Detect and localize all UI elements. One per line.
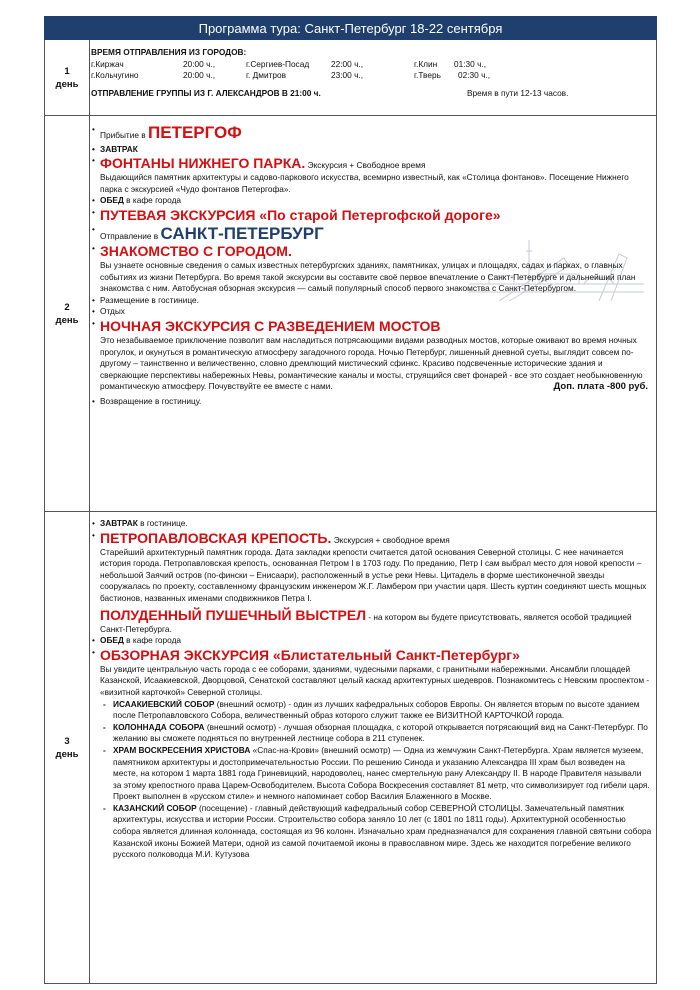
travel-time: Время в пути 12-13 часов. [467,87,569,98]
day-1-label [45,40,90,115]
city: г.Кольчугино [91,70,139,81]
lunch-bold: ОБЕД [100,195,124,206]
sight-name: ИСААКИЕВСКИЙ СОБОР [113,698,215,709]
city: г.Сергиев-Посад [246,58,310,69]
overview-heading: ОБЗОРНАЯ ЭКСКУРСИЯ «Блистательный Санкт-Петербург» [100,646,520,663]
day-3-content [91,518,652,861]
sight-desc: (внешний осмотр) - лучшая обзорная площадка, с которой открывается потрясающий вид на Санкт-Петербург. По желанию вы сможете подняться по внутренней лестнице собора в 211 ступенек. [113,721,648,744]
breakfast-item: • ЗАВТРАК [91,144,652,156]
city-time: 20:00 ч., [183,58,216,69]
departure-city: САНКТ-ПЕТЕРБУРГ [160,223,324,243]
fountains-heading: ФОНТАНЫ НИЖНЕГО ПАРКА. [100,155,306,172]
city-time: 02:30 ч., [458,70,491,81]
hotel-item: • Размещение в гостинице. [91,295,652,307]
night-tour-item [91,318,652,335]
sight-name: КОЛОННАДА СОБОРА [113,721,205,732]
tour-program-page [44,16,657,972]
day-2-label [45,116,90,511]
fortress-text: Старейший архитектурный памятник города. Дата закладки крепости считается датой основания Северной столицы. С нее начинается история города. Петропавловская крепость, основанная Петром I в 1703 году. По преданию, Петр I сам выбрал место для новой крепости – небольшой Заячий остров (по-фински – Енисаари), расположенный в устье реки Невы. Цитадель в форме шестиконечной звезды сооружалась по проекту, составленному французским инженером Ж.Г. Ламбером при участии царя. Шесть куртин соединяют шесть мощных бастионов, названных именами сподвижников Петра I. [100,546,647,603]
night-tour-text-block [91,335,652,393]
arrival-prefix: Прибытие в [100,130,148,140]
day-word: день [55,78,79,90]
city-time: 23:00 ч., [331,70,364,81]
overview-text: Вы увидите центральную часть города с ее соборами, зданиями, чудесными парками, с гранитными набережными. Ансамбли площадей Казанской, Исаакиевской, Дворцовой, Сенатской составляют целый каскад архитектурных шедевров. Познакомитесь с Невским проспектом - «визитной карточкой» Северной столицы. [100,663,650,697]
fountains-note: Экскурсия + Свободное время [305,160,426,171]
city: г.Тверь [414,70,441,81]
city: г.Киржач [91,58,124,69]
road-tour-item [91,207,652,224]
lunch-item [91,195,652,207]
breakfast-item [91,518,652,530]
city-time: 20:00 ч., [183,70,216,81]
sight-desc: «Спас-на-Крови» (внешний осмотр) — Одна из жемчужин Санкт-Петербурга. Храм является музеем, памятником архитектуры и достопримечательностью России. По решению Синода и указанию Александра III храм был возведен на месте, на котором 1 марта 1881 года Гриневицкий, народоволец, нанес смертельную рану Александру II. В народе Правителя называли за этому крепостного права Царем-Освободителем. Высота Собора Воскресения составляет 81 метр, что символизирует год гибели царя. Проект выполнен в «русском стиле» и немного напоминает собор Василия Блаженного в Москве. [113,744,650,802]
sight-desc: (посещение) - главный действующий кафедральный собор СЕВЕРНОЙ СТОЛИЦЫ. Замечательный памятник архитектуры, искусства и истории России. Строительство собора заняло 10 лет (с 1801 по 1811 годы). Архитектурной особенностью собора является длинная колоннада, состоящая из 96 колонн. Изначально храм предназначался для сохранения главной святыни собора Казанской иконы Божией Матери, одной из самой почитаемой иконы в православном мире. Здесь же находится погребение великого русского полководца М.И. Кутузова [113,802,652,860]
lunch-bold: ОБЕД [100,635,124,646]
day-1-content [91,47,652,99]
sight-desc: (внешний осмотр) - один из лучших кафедральных соборов Европы. Он является вторым по высоте зданием после Петропавловского Собора, величественный образ которого служит также ее ВИЗИТНОЙ КАРТОЧКОЙ города. [113,698,640,721]
cannon-item [91,607,652,636]
sight-item [91,722,652,745]
lunch-rest: в кафе города [123,195,182,206]
fortress-item [91,530,652,547]
group-departure: ОТПРАВЛЕНИЕ ГРУППЫ ИЗ Г. АЛЕКСАНДРОВ В 21:00 ч. [91,87,321,98]
intro-heading: ЗНАКОМСТВО С ГОРОДОМ. [100,242,292,259]
day-2-row [44,116,657,512]
rest-item: • Отдых [91,306,652,318]
day-number: 2 [64,301,70,313]
overview-item [91,647,652,664]
day-word: день [55,748,79,760]
intro-item [91,243,652,260]
sight-item [91,803,652,861]
night-tour-heading: НОЧНАЯ ЭКСКУРСИЯ С РАЗВЕДЕНИЕМ МОСТОВ [100,317,441,334]
city-row-2 [91,70,652,82]
sight-item [91,745,652,803]
road-tour-heading: ПУТЕВАЯ ЭКСКУРСИЯ «По старой Петергофской дороге» [100,206,501,223]
city-row-1 [91,59,652,71]
fountains-text: Выдающийся памятник архитектуры и садово-паркового искусства, всемирно известный, как «Столица фонтанов». Посещение Нижнего парка с экскурсией «Чудо фонтанов Петергофа». [100,172,629,194]
day-3-row [44,512,657,984]
departure-prefix: Отправление в [100,230,161,241]
city-time: 22:00 ч., [331,58,364,69]
departure-title: ВРЕМЯ ОТПРАВЛЕНИЯ ИЗ ГОРОДОВ: [91,47,247,57]
breakfast-bold: ЗАВТРАК [100,518,138,528]
lunch-rest: в кафе города [123,635,182,646]
intro-text: Вы узнаете основные сведения о самых известных петербургских зданиях, памятниках, улицах и площадях, садах и парках, о главных событиях из жизни Петербурга. Во время такой экскурсии вы составите своё первое впечатление о Санкт-Петербурге и дальнейший план знакомства с ним. Автобусная обзорная экскурсия — самый популярный способ первого знакомства с Санкт-Петербургом. [100,259,636,294]
arrival-city: ПЕТЕРГОФ [148,123,242,142]
sight-name: ХРАМ ВОСКРЕСЕНИЯ ХРИСТОВА [113,744,251,755]
cannon-heading: ПОЛУДЕННЫЙ ПУШЕЧНЫЙ ВЫСТРЕЛ [100,606,367,623]
fortress-heading: ПЕТРОПАВЛОВСКАЯ КРЕПОСТЬ. [100,529,332,546]
departure-item [91,224,652,243]
city: г.Клин [414,58,438,69]
fountains-item [91,155,652,172]
day-1-row [44,40,657,116]
program-title: Программа тура: Санкт-Петербург 18-22 сентября [44,16,657,40]
breakfast-rest: в гостинице. [137,518,188,528]
day-3-label [45,512,90,983]
night-tour-text: Это незабываемое приключение позволит вам насладиться потрясающими видами разводных мостов, которые оживают во время ночных прогулок, и окунуться в романтическую атмосферу загадочного города. Ночью Петербург, лишенный дневной суеты, выглядит совсем по-другому – таинственно и величественно, словно дремлющий мистический сфинкс. Красиво подсвеченные исторические здания и сверкающие перспективы набережных Невы, романтические каналы и мосты, струящийся свет фонарей - все это создает необыкновенную романтическую атмосферу. Почувствуйте ее вместе с нами. [100,334,643,392]
city: г. Дмитров [246,70,287,81]
day-2-content [91,124,652,408]
day-word: день [55,314,79,326]
extra-payment: Доп. плата -800 руб. [553,381,648,393]
day-number: 3 [64,735,70,747]
fortress-note: Экскурсия + свободное время [331,534,450,545]
lunch-item [91,635,652,647]
arrival-item [91,124,652,142]
sight-item [91,699,652,722]
day-number: 1 [64,65,70,77]
sight-name: КАЗАНСКИЙ СОБОР [113,802,197,813]
city-time: 01:30 ч., [454,58,487,69]
return-item: • Возвращение в гостиницу. [91,396,652,408]
cannon-text: - на котором вы будете присутствовать, является особой традицией Санкт-Петербурга. [100,611,632,634]
